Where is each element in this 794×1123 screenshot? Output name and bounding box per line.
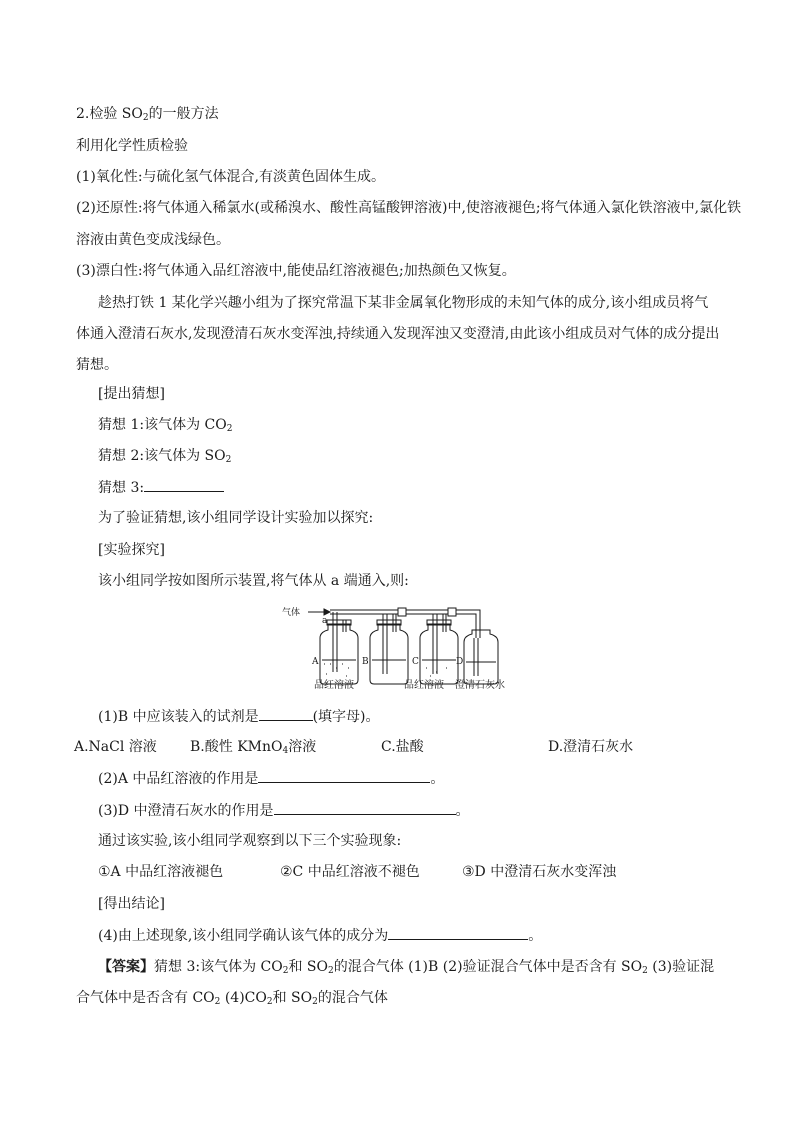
caption-c: 品红溶液 (404, 680, 444, 691)
answer-line-1: 【答案】猜想 3:该气体为 $CO_2$和 $SO_2$的混合气体 (1)B (2)验证混合气体中是否含有 $SO_2$ (3)验证混 (98, 959, 715, 976)
question-1: (1)B 中应该装入的试剂是 (填字母)。 (98, 706, 380, 727)
question-2: (2)A 中品红溶液的作用是 。 (98, 768, 444, 789)
property-bleaching: (3)漂白性:将气体通入品红溶液中,能使品红溶液褪色;加热颜色又恢复。 (76, 263, 516, 279)
gas-label: 气体 (282, 608, 301, 618)
experiment-description: 该小组同学按如图所示装置,将气体从 a 端通入,则: (98, 573, 409, 589)
bottle-label-c: C (412, 657, 419, 667)
bottle-label-d: D (456, 657, 464, 667)
bottle-c (420, 614, 458, 684)
conclusion-heading: [得出结论] (98, 896, 165, 912)
bottle-label-b: B (362, 657, 369, 667)
hypothesis-2: 猜想 2:该气体为 $SO_2$ (98, 448, 232, 465)
property-oxidation: (1)氧化性:与硫化氢气体混合,有淡黄色固体生成。 (76, 169, 385, 185)
option-d[interactable]: D.澄清石灰水 (548, 739, 634, 755)
bottle-label-a: A (312, 657, 319, 667)
connector-2 (448, 608, 456, 616)
option-a[interactable]: A.NaCl 溶液 (74, 739, 157, 755)
answer-blank-q2[interactable] (258, 768, 430, 783)
observe-text: 通过该实验,该小组同学观察到以下三个实验现象: (98, 833, 402, 849)
experiment-heading: [实验探究] (98, 542, 165, 558)
hypothesis-heading: [提出猜想] (98, 386, 165, 402)
answer-blank-q4[interactable] (388, 925, 528, 940)
phenomenon-3: ③D 中澄清石灰水变浑浊 (462, 864, 617, 880)
hypothesis-1: 猜想 1:该气体为 $CO_2$ (98, 417, 233, 434)
method-title: 利用化学性质检验 (76, 138, 188, 154)
example-intro-2: 体通入澄清石灰水,发现澄清石灰水变浑浊,持续通入发现浑浊又变澄清,由此该小组成员对气体的成分提出 (76, 326, 720, 342)
property-reduction-cont: 溶液由黄色变成浅绿色。 (76, 232, 230, 248)
phenomenon-2: ②C 中品红溶液不褪色 (280, 864, 420, 880)
property-reduction: (2)还原性:将气体通入稀氯水(或稀溴水、酸性高锰酸钾溶液)中,使溶液褪色;将气体通入氯化铁溶液中,氯化铁 (76, 200, 742, 216)
port-label: a (322, 616, 328, 626)
option-b[interactable]: B.酸性 KMnO$_4$溶液 (190, 739, 317, 756)
arrow-head-icon (324, 609, 330, 615)
connector-1 (398, 608, 406, 616)
caption-a: 品红溶液 (314, 680, 354, 691)
question-4: (4)由上述现象,该小组同学确认该气体的成分为 。 (98, 925, 542, 946)
answer-blank-q3[interactable] (274, 800, 456, 815)
option-c[interactable]: C.盐酸 (381, 739, 424, 755)
hypothesis-3: 猜想 3: (98, 477, 224, 498)
section-title: 2.检验 $SO_2$的一般方法 (76, 106, 219, 123)
bottle-b (370, 614, 408, 684)
example-intro-3: 猜想。 (76, 357, 118, 373)
answer-line-2: 合气体中是否含有 $CO_2$ $(4)CO_2$和 $SO_2$的混合气体 (76, 990, 388, 1007)
answer-blank-hyp3[interactable] (144, 477, 224, 492)
verify-text: 为了验证猜想,该小组同学设计实验加以探究: (98, 510, 374, 526)
phenomenon-1: ①A 中品红溶液褪色 (98, 864, 224, 880)
caption-d: 澄清石灰水 (455, 680, 505, 691)
question-3: (3)D 中澄清石灰水的作用是 。 (98, 800, 470, 821)
example-intro-1: 趁热打铁 1 某化学兴趣小组为了探究常温下某非金属氧化物形成的未知气体的成分,该小组成员将气 (98, 295, 709, 311)
answer-blank-q1[interactable] (259, 706, 313, 721)
